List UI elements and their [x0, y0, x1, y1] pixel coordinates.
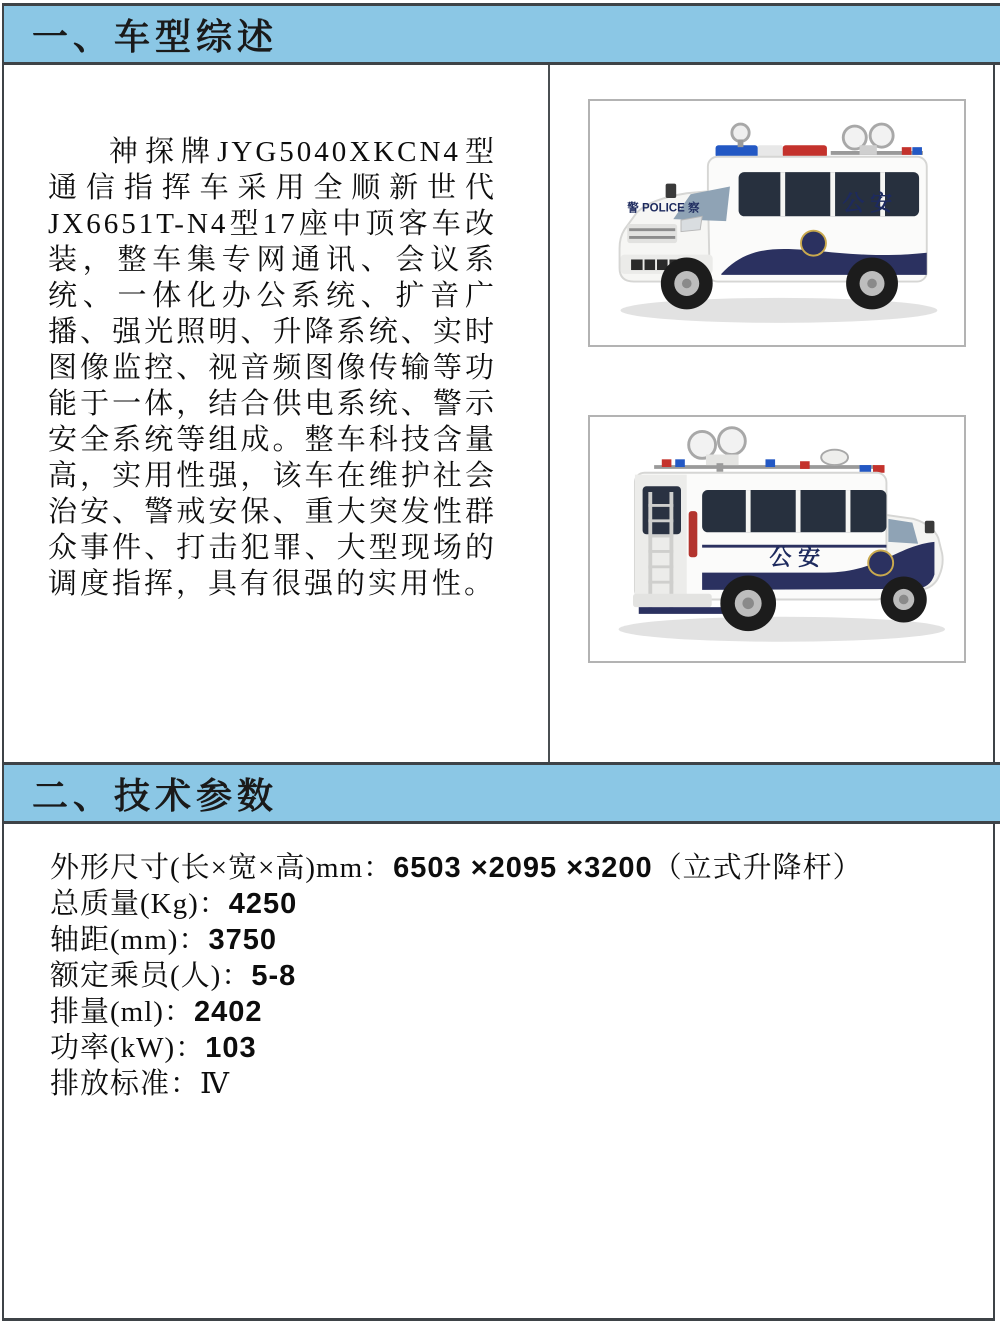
- column-divider: [548, 65, 550, 762]
- rear-window: [643, 486, 681, 534]
- roof-horn: [821, 450, 848, 465]
- roof-speaker: [718, 428, 745, 455]
- section2-title: 二、技术参数: [32, 774, 279, 816]
- vehicle-photo-front-frame: [588, 99, 966, 347]
- hood-text: 警 POLICE 察: [627, 202, 700, 215]
- vehicle-photo-rear: [592, 419, 962, 659]
- vehicle-photo-rear-frame: [588, 415, 966, 663]
- side-text: 公安: [769, 544, 827, 570]
- grille: [627, 224, 677, 243]
- roof-speaker: [870, 124, 893, 147]
- spec-row-emission-standard: 排放标准：Ⅳ: [50, 1068, 230, 1100]
- taillight: [689, 511, 698, 557]
- spec-row-power: 功率(kW)：103: [50, 1032, 257, 1064]
- roof-speaker: [689, 431, 716, 458]
- spec-row-wheelbase: 轴距(mm)：3750: [50, 924, 277, 956]
- side-mirror: [666, 184, 677, 198]
- side-text: 公安: [842, 190, 898, 216]
- section2-header-bar: [2, 762, 1000, 824]
- spec-row-gross-weight: 总质量(Kg)：4250: [50, 888, 298, 920]
- section1-title: 一、车型综述: [32, 15, 279, 57]
- side-windows: [702, 490, 886, 532]
- vehicle-photo-front: [592, 103, 962, 343]
- police-badge: [801, 231, 826, 256]
- section2-content-box: [2, 824, 995, 1321]
- section1-content-box: [2, 65, 995, 762]
- police-badge: [868, 551, 893, 576]
- spec-row-rated-passengers: 额定乘员(人)：5-8: [50, 960, 297, 992]
- section1-header-bar: [2, 3, 1000, 65]
- roof-spotlight: [732, 124, 749, 141]
- spec-row-displacement: 排量(ml)：2402: [50, 996, 263, 1028]
- side-mirror: [925, 521, 935, 533]
- vehicle-overview-paragraph: 神探牌JYG5040XKCN4型通信指挥车采用全顺新世代JX6651T-N4型17座中顶客车改装，整车集专网通讯、会议系统、一体化办公系统、扩音广播、强光照明、升降系统、实时图像监控、视音频图像传输等功能于一体，结合供电系统、警示安全系统等组成。整车科技含量高，实用性强，该车在维护社会治安、警戒安保、重大突发性群众事件、打击犯罪、大型现场的调度指挥，具有很强的实用性。: [48, 136, 497, 600]
- spec-list: [50, 850, 963, 1102]
- spec-row-dimensions: 外形尺寸(长×宽×高)mm：6503 ×2095 ×3200（立式升降杆）: [50, 852, 863, 884]
